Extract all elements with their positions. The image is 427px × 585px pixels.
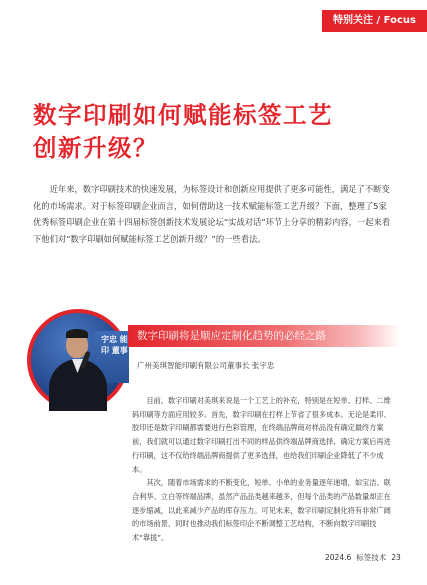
header-bar — [0, 10, 427, 32]
article-title-line1: 数字印刷如何赋能标签工艺 — [33, 101, 333, 129]
body-paragraph: 其次，随着市场需求的不断变化，短单、小单的业务量逐年递增，如宝洁、联合利华、立白等终端品牌，虽然产品品类越来越多，但每个品类的产品数量却正在逐步缩减，以此来减少产品的库存压力。可见未来，数字印刷定制化将有非常广阔的市场前景，同时也推动我们标签印企不断调整工艺结构，不断向数字印刷技术“靠拢”。 — [132, 478, 391, 543]
section-title: 数字印刷将是顺应定制化趋势的必经之路 — [137, 330, 326, 342]
photo-speaker-hair — [66, 329, 88, 338]
speaker-photo-frame — [27, 309, 129, 411]
column-label: 特别关注 / Focus — [333, 15, 416, 26]
speaker-caption: 广州美琪智能印刷有限公司董事长 张宇忠 — [137, 361, 275, 370]
photo-banner-text: 宇忠 能印 董事 — [101, 335, 128, 355]
article-intro: 近年来，数字印刷技术的快速发展，为标签设计和创新应用提供了更多可能性，满足了不断变化的市场需求。对于标签印刷企业而言，如何借助这一技术赋能标签工艺升级？下面，整理了5家优秀标签印刷企业在第十四届标签创新技术发展论坛“实战对话”环节上分享的精彩内容，一起来看下他们对“数字印刷如何赋能标签工艺创新升级？”的一些看法。 — [33, 184, 391, 244]
footer-page-number: 23 — [391, 553, 401, 562]
article-title — [33, 99, 403, 165]
page-footer — [325, 552, 406, 564]
header-white-strip — [0, 10, 322, 32]
speaker-photo — [31, 313, 128, 407]
article-title-line2: 创新升级？ — [33, 134, 158, 162]
footer-magazine: 标签技术 — [356, 553, 387, 562]
section-body — [132, 394, 393, 545]
footer-issue: 2024.6 — [325, 553, 352, 562]
body-paragraph: 目前，数字印刷对美琪来说是一个工艺上的补充，特别是在短单、打样、二维码印刷等方面应用较多。首先，数字印刷在打样上节省了很多成本。无论是柔印、胶印还是数字印刷都需要进行色彩管理，在终端品牌商对样品没有确定最终方案前，我们就可以通过数字印刷打出不同的样品供终端品牌商选择，确定方案后再进行印刷，这不仅给终端品牌商提供了更多选择，也给我们印刷企业降低了不少成本。 — [132, 396, 391, 474]
